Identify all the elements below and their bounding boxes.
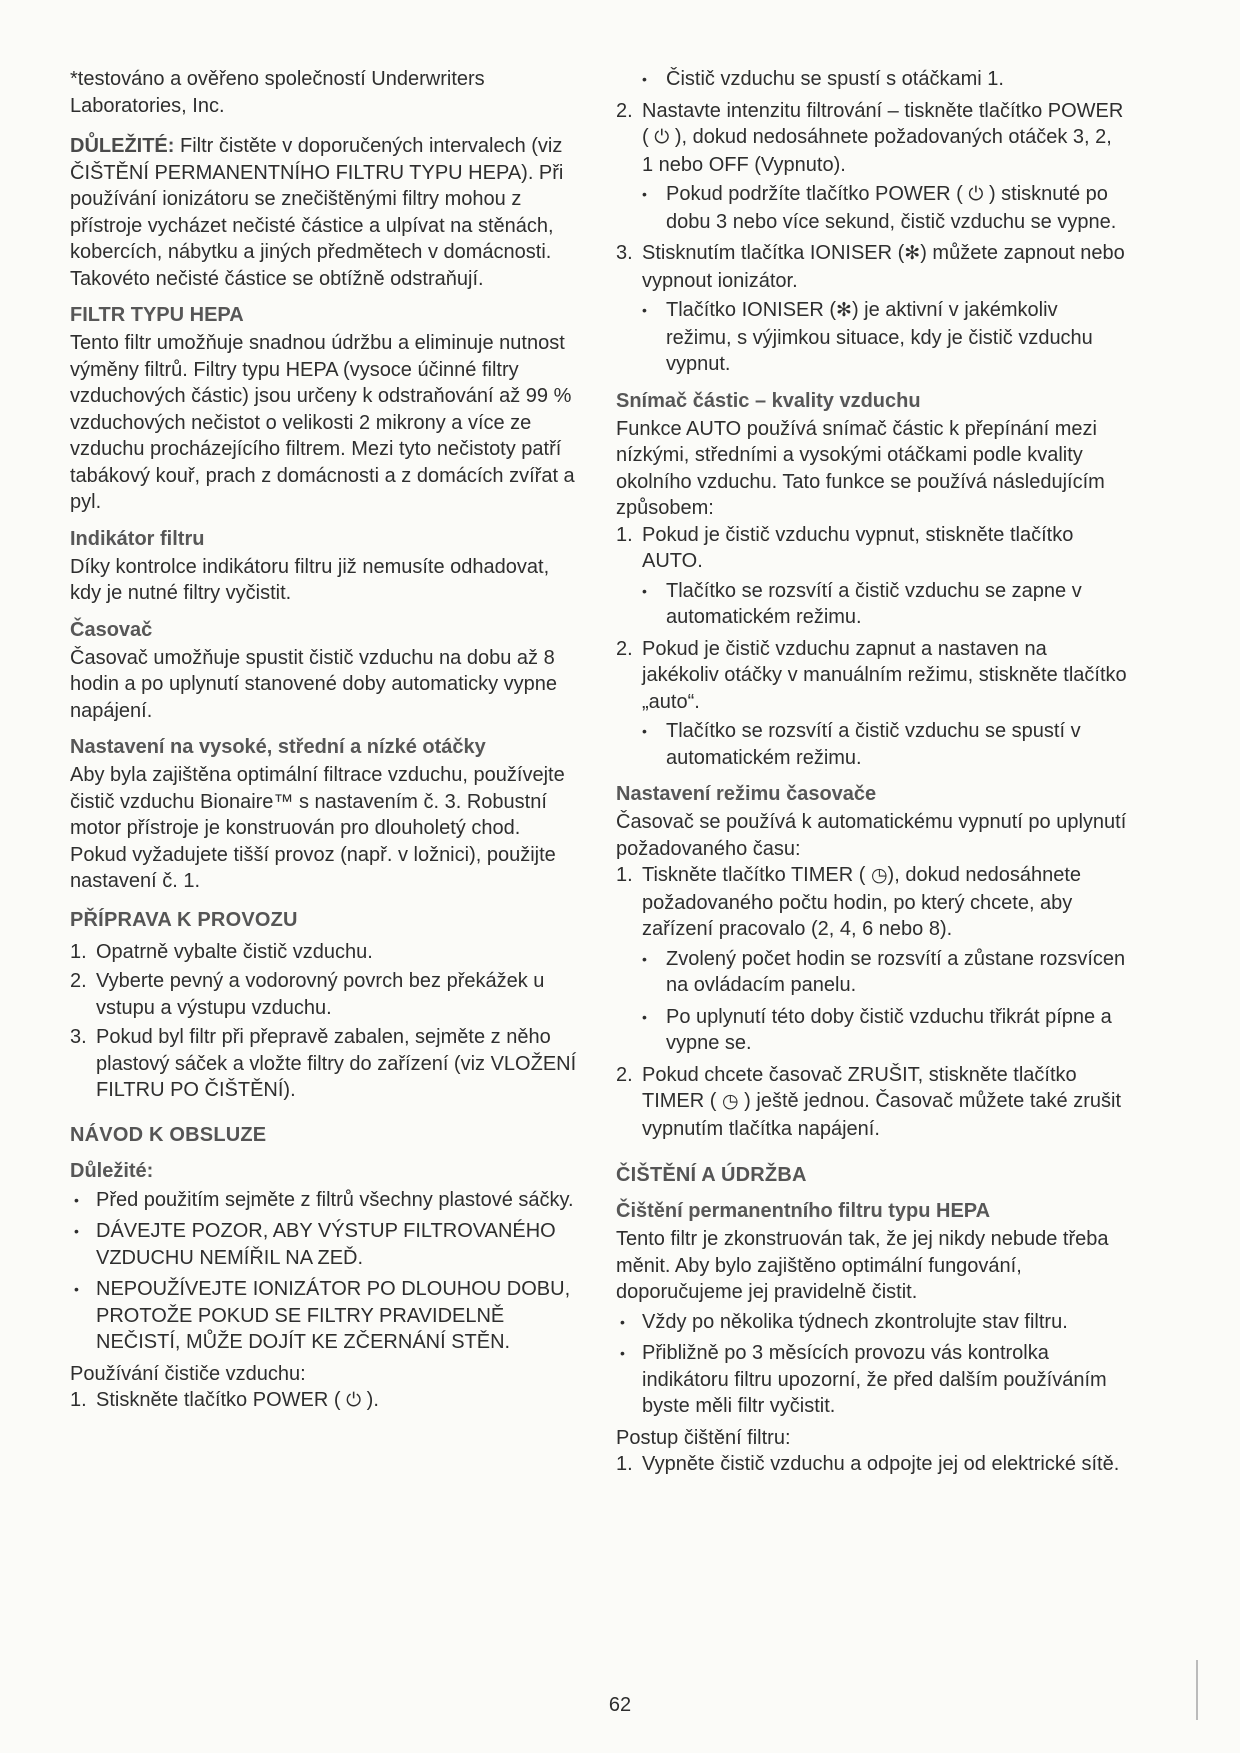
indicator-heading: Indikátor filtru	[70, 527, 205, 550]
important2-heading: Důležité:	[70, 1159, 154, 1182]
sensor-heading: Snímač částic – kvality vzduchu	[616, 389, 921, 412]
scan-edge-mark	[1196, 1660, 1198, 1720]
timer-icon: ◷	[870, 865, 888, 886]
perm-bullet: • Vždy po několika týdnech zkontrolujte stav filtru.	[620, 1310, 1068, 1333]
auto-bullet: • Tlačítko se rozsvítí a čistič vzduchu se zapne v automatickém režimu.	[642, 579, 1082, 628]
important-text: Filtr čistěte v doporučených intervalech (viz ČIŠTĚNÍ PERMANENTNÍHO FILTRU TYPU HEPA). Při používání ionizátoru se znečištěnými filtry mohou z přístroje vycházet nečisté částice a ulpívat na stěnách, kobercích, nábytku a jiných předmětech v domácnosti. Takovéto nečisté částice se obtížně odstraňují.	[70, 135, 564, 290]
perm-text: Tento filtr je zkonstruován tak, že jej nikdy nebude třeba měnit. Aby bylo zajištěno optimální fungování, doporučujeme jej pravidelně čistit.	[616, 1228, 1109, 1303]
important-label: DŮLEŽITÉ:	[70, 135, 175, 157]
prep-item: 3. Pokud byl filtr při přepravě zabalen, sejměte z něho plastový sáček a vložte filtry do zařízení (viz VLOŽENÍ FILTRU PO ČIŠTĚNÍ).	[70, 1026, 577, 1101]
power-icon: ⏻	[968, 184, 984, 205]
auto-item: 2. Pokud je čistič vzduchu zapnut a nastaven na jakékoliv otáčky v manuálním režimu, stiskněte tlačítko „auto“.	[616, 637, 1127, 713]
auto-item: 1. Pokud je čistič vzduchu vypnut, stiskněte tlačítko AUTO.	[616, 523, 1074, 572]
prep-heading: PŘÍPRAVA K PROVOZU	[70, 908, 298, 931]
power-icon: ⏻	[346, 1390, 362, 1411]
usage-step-3: 3. Stisknutím tlačítka IONISER (✻) můžete zapnout nebo vypnout ionizátor.	[616, 242, 1125, 292]
usage-step-2: 2. Nastavte intenzitu filtrování – tiskněte tlačítko POWER ( ⏻ ), dokud nedosáhnete požadovaných otáček 3, 2, 1 nebo OFF (Vypnuto).	[616, 99, 1124, 176]
timer-step-2: 2. Pokud chcete časovač ZRUŠIT, stiskněte tlačítko TIMER ( ◷ ) ještě jednou. Časovač můžete také zrušit vypnutím tlačítka napájení.	[616, 1063, 1122, 1140]
right-column	[616, 66, 1128, 1481]
timer-mode-text: Časovač se používá k automatickému vypnutí po uplynutí požadovaného času:	[616, 811, 1127, 860]
left-column	[70, 66, 580, 1418]
prep-item: 1. Opatrně vybalte čistič vzduchu.	[70, 940, 373, 963]
perm-bullet: • Přibližně po 3 měsících provozu vás kontrolka indikátoru filtru upozorní, že před dalším používáním byste měli filtr vyčistit.	[620, 1342, 1107, 1417]
usage-intro: Používání čističe vzduchu:	[70, 1362, 306, 1385]
hepa-heading: FILTR TYPU HEPA	[70, 304, 244, 326]
auto-bullet: • Tlačítko se rozsvítí a čistič vzduchu se spustí v automatickém režimu.	[642, 720, 1081, 769]
manual-heading: NÁVOD K OBSLUZE	[70, 1123, 267, 1146]
timer-mode-heading: Nastavení režimu časovače	[616, 783, 877, 805]
cleaning-heading: ČIŠTĚNÍ A ÚDRŽBA	[616, 1164, 807, 1186]
speed-text: Aby byla zajištěna optimální filtrace vzduchu, používejte čistič vzduchu Bionaire™ s nastavením č. 3. Robustní motor přístroje je konstruován pro dlouholetý chod. Pokud vyžadujete tišší provoz (např. v ložnici), použijte nastavení č. 1.	[70, 764, 565, 892]
prep-item: 2. Vyberte pevný a vodorovný povrch bez překážek u vstupu a výstupu vzduchu.	[70, 970, 545, 1019]
ioniser-icon: ✻	[836, 300, 852, 321]
procedure-step-1: 1. Vypněte čistič vzduchu a odpojte jej od elektrické sítě.	[616, 1453, 1120, 1475]
usage-step-1: 1. Stiskněte tlačítko POWER ( ⏻ ).	[70, 1387, 580, 1415]
timer-step-1: 1. Tiskněte tlačítko TIMER ( ◷), dokud nedosáhnete požadovaného počtu hodin, po který chcete, aby zařízení pracovalo (2, 4, 6 nebo 8).	[616, 864, 1082, 940]
hepa-text: Tento filtr umožňuje snadnou údržbu a eliminuje nutnost výměny filtrů. Filtry typu HEPA (vysoce účinné filtry vzduchových částic) jsou určeny k odstraňování až 99 % vzduchových nečistot o velikosti 2 mikrony a více ze vzduchu procházejícího filtrem. Mezi tyto nečistoty patří tabákový kouř, prach z domácnosti a z domácích zvířat a pyl.	[70, 332, 575, 513]
ioniser-bullet: • Tlačítko IONISER (✻) je aktivní v jakémkoliv režimu, s výjimkou situace, kdy je čistič vzduchu vypnut.	[642, 299, 1093, 375]
procedure-intro: Postup čištění filtru:	[616, 1426, 791, 1449]
important-bullet: • Před použitím sejměte z filtrů všechny plastové sáčky.	[74, 1188, 574, 1211]
ioniser-icon: ✻	[904, 243, 921, 264]
power-icon: ⏻	[654, 127, 670, 148]
indicator-text: Díky kontrolce indikátoru filtru již nemusíte odhadovat, kdy je nutné filtry vyčistit.	[70, 555, 550, 604]
timer-heading: Časovač	[70, 618, 153, 641]
important-bullet: • NEPOUŽÍVEJTE IONIZÁTOR PO DLOUHOU DOBU, PROTOŽE POKUD SE FILTRY PRAVIDELNĚ NEČISTÍ, MŮŽE DOJÍT KE ZČERNÁNÍ STĚN.	[74, 1278, 571, 1353]
power-hold-bullet: • Pokud podržíte tlačítko POWER ( ⏻ ) stisknuté po dobu 3 nebo více sekund, čistič vzduchu se vypne.	[642, 183, 1117, 233]
timer-bullet: • Po uplynutí této doby čistič vzduchu třikrát pípne a vypne se.	[642, 1005, 1112, 1054]
important-bullet: • DÁVEJTE POZOR, ABY VÝSTUP FILTROVANÉHO VZDUCHU NEMÍŘIL NA ZEĎ.	[74, 1220, 556, 1269]
footnote: *testováno a ověřeno společností Underwriters Laboratories, Inc.	[70, 68, 485, 117]
sensor-text: Funkce AUTO používá snímač částic k přepínání mezi nízkými, středními a vysokými otáčkami podle kvality okolního vzduchu. Tato funkce se používá následujícím způsobem:	[616, 417, 1105, 519]
important-paragraph	[70, 133, 580, 292]
perm-heading: Čištění permanentního filtru typu HEPA	[616, 1200, 991, 1222]
speed-bullet: • Čistič vzduchu se spustí s otáčkami 1.	[642, 68, 1004, 90]
speed-heading: Nastavení na vysoké, střední a nízké otáčky	[70, 736, 486, 758]
timer-icon: ◷	[722, 1091, 739, 1112]
timer-text: Časovač umožňuje spustit čistič vzduchu na dobu až 8 hodin a po uplynutí stanovené doby automaticky vypne napájení.	[70, 646, 557, 722]
page-number: 62	[608, 1694, 632, 1716]
timer-bullet: • Zvolený počet hodin se rozsvítí a zůstane rozsvícen na ovládacím panelu.	[642, 947, 1126, 996]
